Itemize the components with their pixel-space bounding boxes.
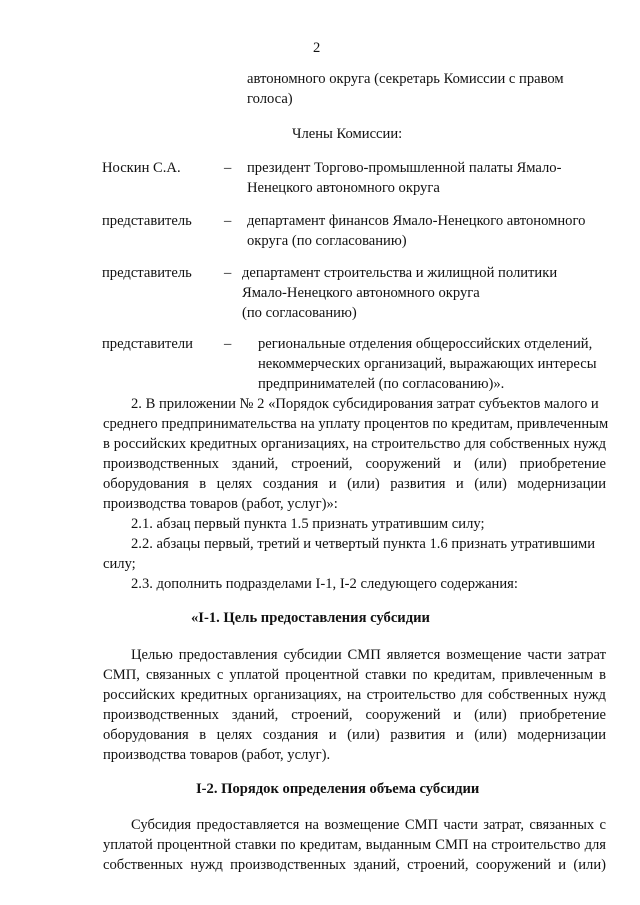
member-dash: – (224, 265, 232, 281)
goal-paragraph-line: производства товаров (работ, услуг). (103, 747, 331, 763)
goal-paragraph-line: производственных зданий, строений, сооружений и (или) приобретение (103, 707, 606, 723)
goal-paragraph-line: Целью предоставления субсидии СМП является возмещение части затрат (131, 647, 606, 663)
members-heading: Члены Комиссии: (292, 126, 403, 142)
amendment-paragraph-line: среднего предпринимательства на уплату процентов по кредитам, привлеченным (103, 416, 609, 432)
sub-item-2-2-line: 2.2. абзацы первый, третий и четвертый пункта 1.6 признать утратившими (131, 536, 596, 552)
page-number: 2 (313, 40, 321, 56)
member-desc-line: департамент строительства и жилищной политики (242, 265, 558, 281)
amount-paragraph-line: Субсидия предоставляется на возмещение СМП части затрат, связанных с (131, 817, 606, 833)
member-desc-line: Ямало-Ненецкого автономного округа (242, 285, 480, 301)
member-desc-line: Ненецкого автономного округа (247, 180, 440, 196)
secretary-line-2: голоса) (247, 91, 293, 107)
member-desc-line: департамент финансов Ямало-Ненецкого автономного (247, 213, 586, 229)
sub-item-2-2-line: силу; (103, 556, 136, 572)
goal-paragraph-line: российских кредитных организациях, на строительство для собственных нужд (103, 687, 606, 703)
sub-item-2-1: 2.1. абзац первый пункта 1.5 признать утратившим силу; (131, 516, 485, 532)
amount-paragraph-line: уплатой процентной ставки по кредитам, выданным СМП на строительство для (103, 837, 606, 853)
amendment-paragraph-line: оборудования в целях создания и (или) развития и (или) модернизации (103, 476, 606, 492)
member-name: представитель (102, 265, 192, 281)
goal-paragraph-line: СМП, связанных с уплатой процентной ставки по кредитам, привлеченным в (103, 667, 606, 683)
member-dash: – (224, 336, 232, 352)
sub-item-2-3: 2.3. дополнить подразделами I-1, I-2 следующего содержания: (131, 576, 518, 592)
section-heading-i-2: I-2. Порядок определения объема субсидии (196, 781, 480, 797)
member-dash: – (224, 160, 232, 176)
member-desc-line: (по согласованию) (242, 305, 357, 321)
member-desc-line: некоммерческих организаций, выражающих интересы (258, 356, 597, 372)
amendment-paragraph-line: производственных зданий, строений, сооружений и (или) приобретение (103, 456, 606, 472)
member-desc-line: округа (по согласованию) (247, 233, 407, 249)
amendment-paragraph-line: производства товаров (работ, услуг)»: (103, 496, 338, 512)
amendment-paragraph-line: 2. В приложении № 2 «Порядок субсидирования затрат субъектов малого и (131, 396, 599, 412)
amendment-paragraph-line: в российских кредитных организациях, на строительство для собственных нужд (103, 436, 606, 452)
section-heading-i-1: «I-1. Цель предоставления субсидии (191, 610, 430, 626)
member-name: Носкин С.А. (102, 160, 181, 176)
member-desc-line: президент Торгово-промышленной палаты Ямало- (247, 160, 562, 176)
member-name: представитель (102, 213, 192, 229)
member-desc-line: предпринимателей (по согласованию)». (258, 376, 505, 392)
amount-paragraph-line: собственных нужд производственных зданий, строений, сооружений и (или) (103, 857, 606, 873)
member-dash: – (224, 213, 232, 229)
member-name: представители (102, 336, 193, 352)
secretary-line-1: автономного округа (секретарь Комиссии с правом (247, 71, 564, 87)
member-desc-line: региональные отделения общероссийских отделений, (258, 336, 593, 352)
goal-paragraph-line: оборудования в целях создания и (или) развития и (или) модернизации (103, 727, 606, 743)
